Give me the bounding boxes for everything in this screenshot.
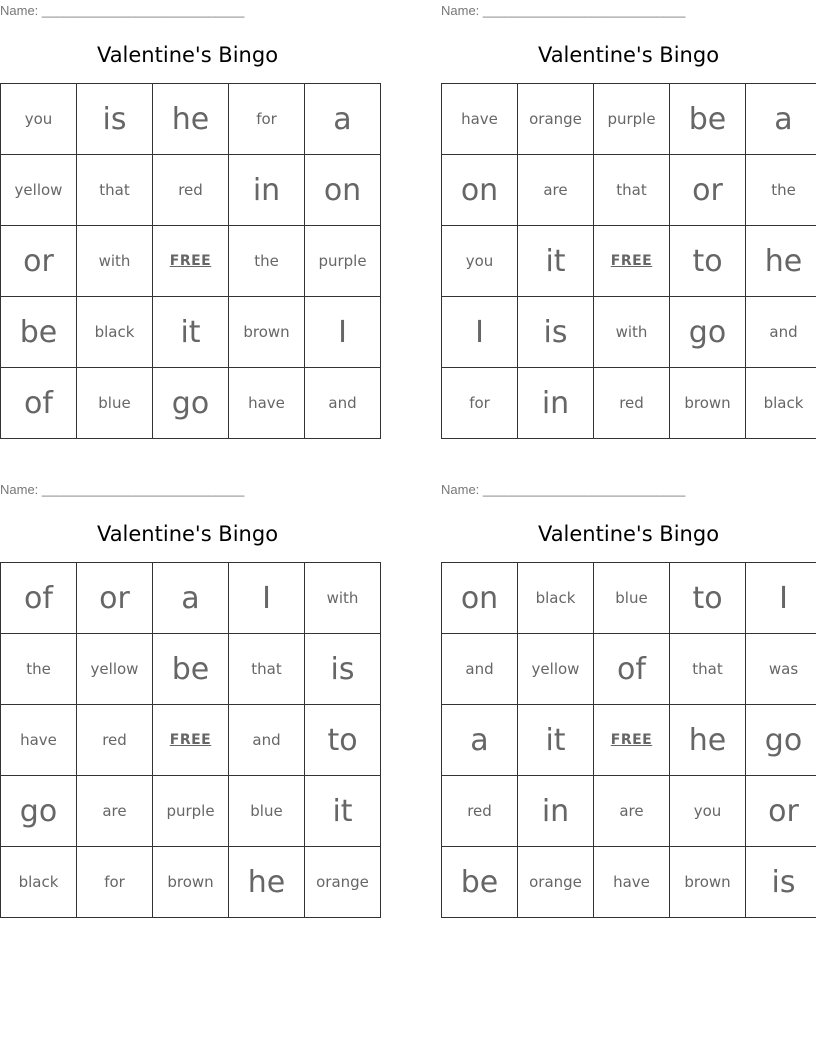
bingo-cell[interactable]: brown bbox=[229, 297, 305, 368]
bingo-card-3 bbox=[0, 479, 375, 914]
bingo-cell[interactable]: red bbox=[153, 155, 229, 226]
bingo-row bbox=[442, 634, 816, 705]
bingo-cell[interactable]: purple bbox=[305, 226, 381, 297]
bingo-cell[interactable]: on bbox=[442, 563, 518, 634]
free-space[interactable]: FREE bbox=[594, 705, 670, 776]
bingo-row bbox=[442, 368, 816, 439]
bingo-cell[interactable]: of bbox=[594, 634, 670, 705]
bingo-cell[interactable]: in bbox=[518, 368, 594, 439]
bingo-cell[interactable]: it bbox=[305, 776, 381, 847]
bingo-cell[interactable]: in bbox=[229, 155, 305, 226]
bingo-cell[interactable]: and bbox=[229, 705, 305, 776]
bingo-cell[interactable]: you bbox=[442, 226, 518, 297]
bingo-cell[interactable]: a bbox=[305, 84, 381, 155]
name-field-label[interactable]: Name: ____________________________ bbox=[0, 3, 245, 18]
bingo-cell[interactable]: on bbox=[305, 155, 381, 226]
bingo-cell[interactable]: and bbox=[305, 368, 381, 439]
card-title: Valentine's Bingo bbox=[537, 522, 720, 546]
bingo-row bbox=[1, 634, 381, 705]
bingo-row bbox=[1, 368, 381, 439]
bingo-row bbox=[442, 84, 816, 155]
bingo-cell[interactable]: for bbox=[77, 847, 153, 918]
bingo-cell[interactable]: to bbox=[305, 705, 381, 776]
bingo-row bbox=[1, 297, 381, 368]
bingo-cell[interactable]: you bbox=[670, 776, 746, 847]
bingo-row bbox=[442, 297, 816, 368]
bingo-row bbox=[1, 84, 381, 155]
name-field-label[interactable]: Name: ____________________________ bbox=[441, 3, 686, 18]
bingo-cell[interactable]: that bbox=[670, 634, 746, 705]
bingo-cell[interactable]: go bbox=[153, 368, 229, 439]
bingo-cell[interactable]: are bbox=[77, 776, 153, 847]
bingo-cell[interactable]: he bbox=[746, 226, 816, 297]
bingo-cell[interactable]: I bbox=[442, 297, 518, 368]
bingo-cell[interactable]: be bbox=[442, 847, 518, 918]
bingo-cell[interactable]: and bbox=[442, 634, 518, 705]
bingo-cell[interactable]: be bbox=[153, 634, 229, 705]
bingo-cell[interactable]: brown bbox=[153, 847, 229, 918]
bingo-cell[interactable]: are bbox=[518, 155, 594, 226]
bingo-cell[interactable]: yellow bbox=[518, 634, 594, 705]
bingo-grid bbox=[441, 83, 816, 439]
bingo-cell[interactable]: with bbox=[77, 226, 153, 297]
card-title: Valentine's Bingo bbox=[96, 43, 279, 67]
bingo-cell[interactable]: black bbox=[77, 297, 153, 368]
bingo-cell[interactable]: that bbox=[229, 634, 305, 705]
bingo-cell[interactable]: yellow bbox=[1, 155, 77, 226]
bingo-cell[interactable]: with bbox=[594, 297, 670, 368]
bingo-cell[interactable]: have bbox=[1, 705, 77, 776]
bingo-cell[interactable]: are bbox=[594, 776, 670, 847]
bingo-cell[interactable]: red bbox=[442, 776, 518, 847]
bingo-cell[interactable]: it bbox=[518, 705, 594, 776]
bingo-row bbox=[1, 847, 381, 918]
bingo-cell[interactable]: black bbox=[746, 368, 816, 439]
bingo-cell[interactable]: brown bbox=[670, 368, 746, 439]
bingo-cell[interactable]: in bbox=[518, 776, 594, 847]
bingo-cell[interactable]: orange bbox=[305, 847, 381, 918]
free-space[interactable]: FREE bbox=[153, 226, 229, 297]
bingo-cell[interactable]: that bbox=[77, 155, 153, 226]
bingo-cell[interactable]: orange bbox=[518, 847, 594, 918]
bingo-grid bbox=[0, 83, 381, 439]
bingo-cell[interactable]: red bbox=[77, 705, 153, 776]
bingo-cell[interactable]: I bbox=[229, 563, 305, 634]
bingo-grid bbox=[441, 562, 816, 918]
bingo-cell[interactable]: blue bbox=[594, 563, 670, 634]
bingo-cell[interactable]: have bbox=[442, 84, 518, 155]
bingo-row bbox=[442, 776, 816, 847]
bingo-cell[interactable]: or bbox=[77, 563, 153, 634]
bingo-cell[interactable]: go bbox=[1, 776, 77, 847]
bingo-cell[interactable]: of bbox=[1, 563, 77, 634]
bingo-cell[interactable]: I bbox=[305, 297, 381, 368]
bingo-cell[interactable]: blue bbox=[77, 368, 153, 439]
bingo-cell[interactable]: black bbox=[1, 847, 77, 918]
bingo-cell[interactable]: or bbox=[746, 776, 816, 847]
bingo-cell[interactable]: orange bbox=[518, 84, 594, 155]
bingo-card-1 bbox=[0, 0, 375, 435]
bingo-cell[interactable]: to bbox=[670, 226, 746, 297]
bingo-cell[interactable]: you bbox=[1, 84, 77, 155]
free-space[interactable]: FREE bbox=[594, 226, 670, 297]
bingo-cell[interactable]: for bbox=[442, 368, 518, 439]
bingo-cell[interactable]: it bbox=[518, 226, 594, 297]
bingo-cell[interactable]: have bbox=[594, 847, 670, 918]
bingo-cell[interactable]: go bbox=[746, 705, 816, 776]
free-space[interactable]: FREE bbox=[153, 705, 229, 776]
bingo-cell[interactable]: that bbox=[594, 155, 670, 226]
bingo-cell[interactable]: the bbox=[229, 226, 305, 297]
bingo-grid bbox=[0, 562, 381, 918]
bingo-cell[interactable]: is bbox=[518, 297, 594, 368]
bingo-cell[interactable]: be bbox=[1, 297, 77, 368]
bingo-cell[interactable]: a bbox=[442, 705, 518, 776]
bingo-cell[interactable]: I bbox=[746, 563, 816, 634]
bingo-row bbox=[1, 776, 381, 847]
bingo-cell[interactable]: a bbox=[153, 563, 229, 634]
bingo-cell[interactable]: be bbox=[670, 84, 746, 155]
bingo-cell[interactable]: a bbox=[746, 84, 816, 155]
bingo-cell[interactable]: yellow bbox=[77, 634, 153, 705]
bingo-cell[interactable]: purple bbox=[594, 84, 670, 155]
bingo-cell[interactable]: or bbox=[1, 226, 77, 297]
bingo-cell[interactable]: was bbox=[746, 634, 816, 705]
bingo-cell[interactable]: is bbox=[77, 84, 153, 155]
bingo-cell[interactable]: brown bbox=[670, 847, 746, 918]
bingo-card-4 bbox=[441, 479, 816, 914]
bingo-cell[interactable]: purple bbox=[153, 776, 229, 847]
bingo-cell[interactable]: blue bbox=[229, 776, 305, 847]
bingo-cell[interactable]: or bbox=[670, 155, 746, 226]
card-title: Valentine's Bingo bbox=[96, 522, 279, 546]
bingo-row bbox=[442, 155, 816, 226]
bingo-cell[interactable]: he bbox=[670, 705, 746, 776]
bingo-cell[interactable]: the bbox=[1, 634, 77, 705]
bingo-cell[interactable]: he bbox=[229, 847, 305, 918]
bingo-cell[interactable]: red bbox=[594, 368, 670, 439]
bingo-cell[interactable]: it bbox=[153, 297, 229, 368]
card-title: Valentine's Bingo bbox=[537, 43, 720, 67]
bingo-row bbox=[1, 155, 381, 226]
bingo-row bbox=[442, 226, 816, 297]
bingo-card-2 bbox=[441, 0, 816, 435]
bingo-row bbox=[1, 563, 381, 634]
bingo-cell[interactable]: is bbox=[305, 634, 381, 705]
bingo-cell[interactable]: have bbox=[229, 368, 305, 439]
bingo-cell[interactable]: is bbox=[746, 847, 816, 918]
bingo-cell[interactable]: he bbox=[153, 84, 229, 155]
bingo-cell[interactable]: the bbox=[746, 155, 816, 226]
bingo-row bbox=[1, 705, 381, 776]
name-field-label[interactable]: Name: ____________________________ bbox=[441, 482, 686, 497]
bingo-cell[interactable]: and bbox=[746, 297, 816, 368]
bingo-row bbox=[1, 226, 381, 297]
bingo-row bbox=[442, 847, 816, 918]
bingo-row bbox=[442, 705, 816, 776]
name-field-label[interactable]: Name: ____________________________ bbox=[0, 482, 245, 497]
bingo-cell[interactable]: go bbox=[670, 297, 746, 368]
bingo-cell[interactable]: with bbox=[305, 563, 381, 634]
bingo-cell[interactable]: black bbox=[518, 563, 594, 634]
bingo-row bbox=[442, 563, 816, 634]
bingo-cell[interactable]: to bbox=[670, 563, 746, 634]
bingo-cell[interactable]: on bbox=[442, 155, 518, 226]
bingo-cell[interactable]: for bbox=[229, 84, 305, 155]
bingo-cell[interactable]: of bbox=[1, 368, 77, 439]
